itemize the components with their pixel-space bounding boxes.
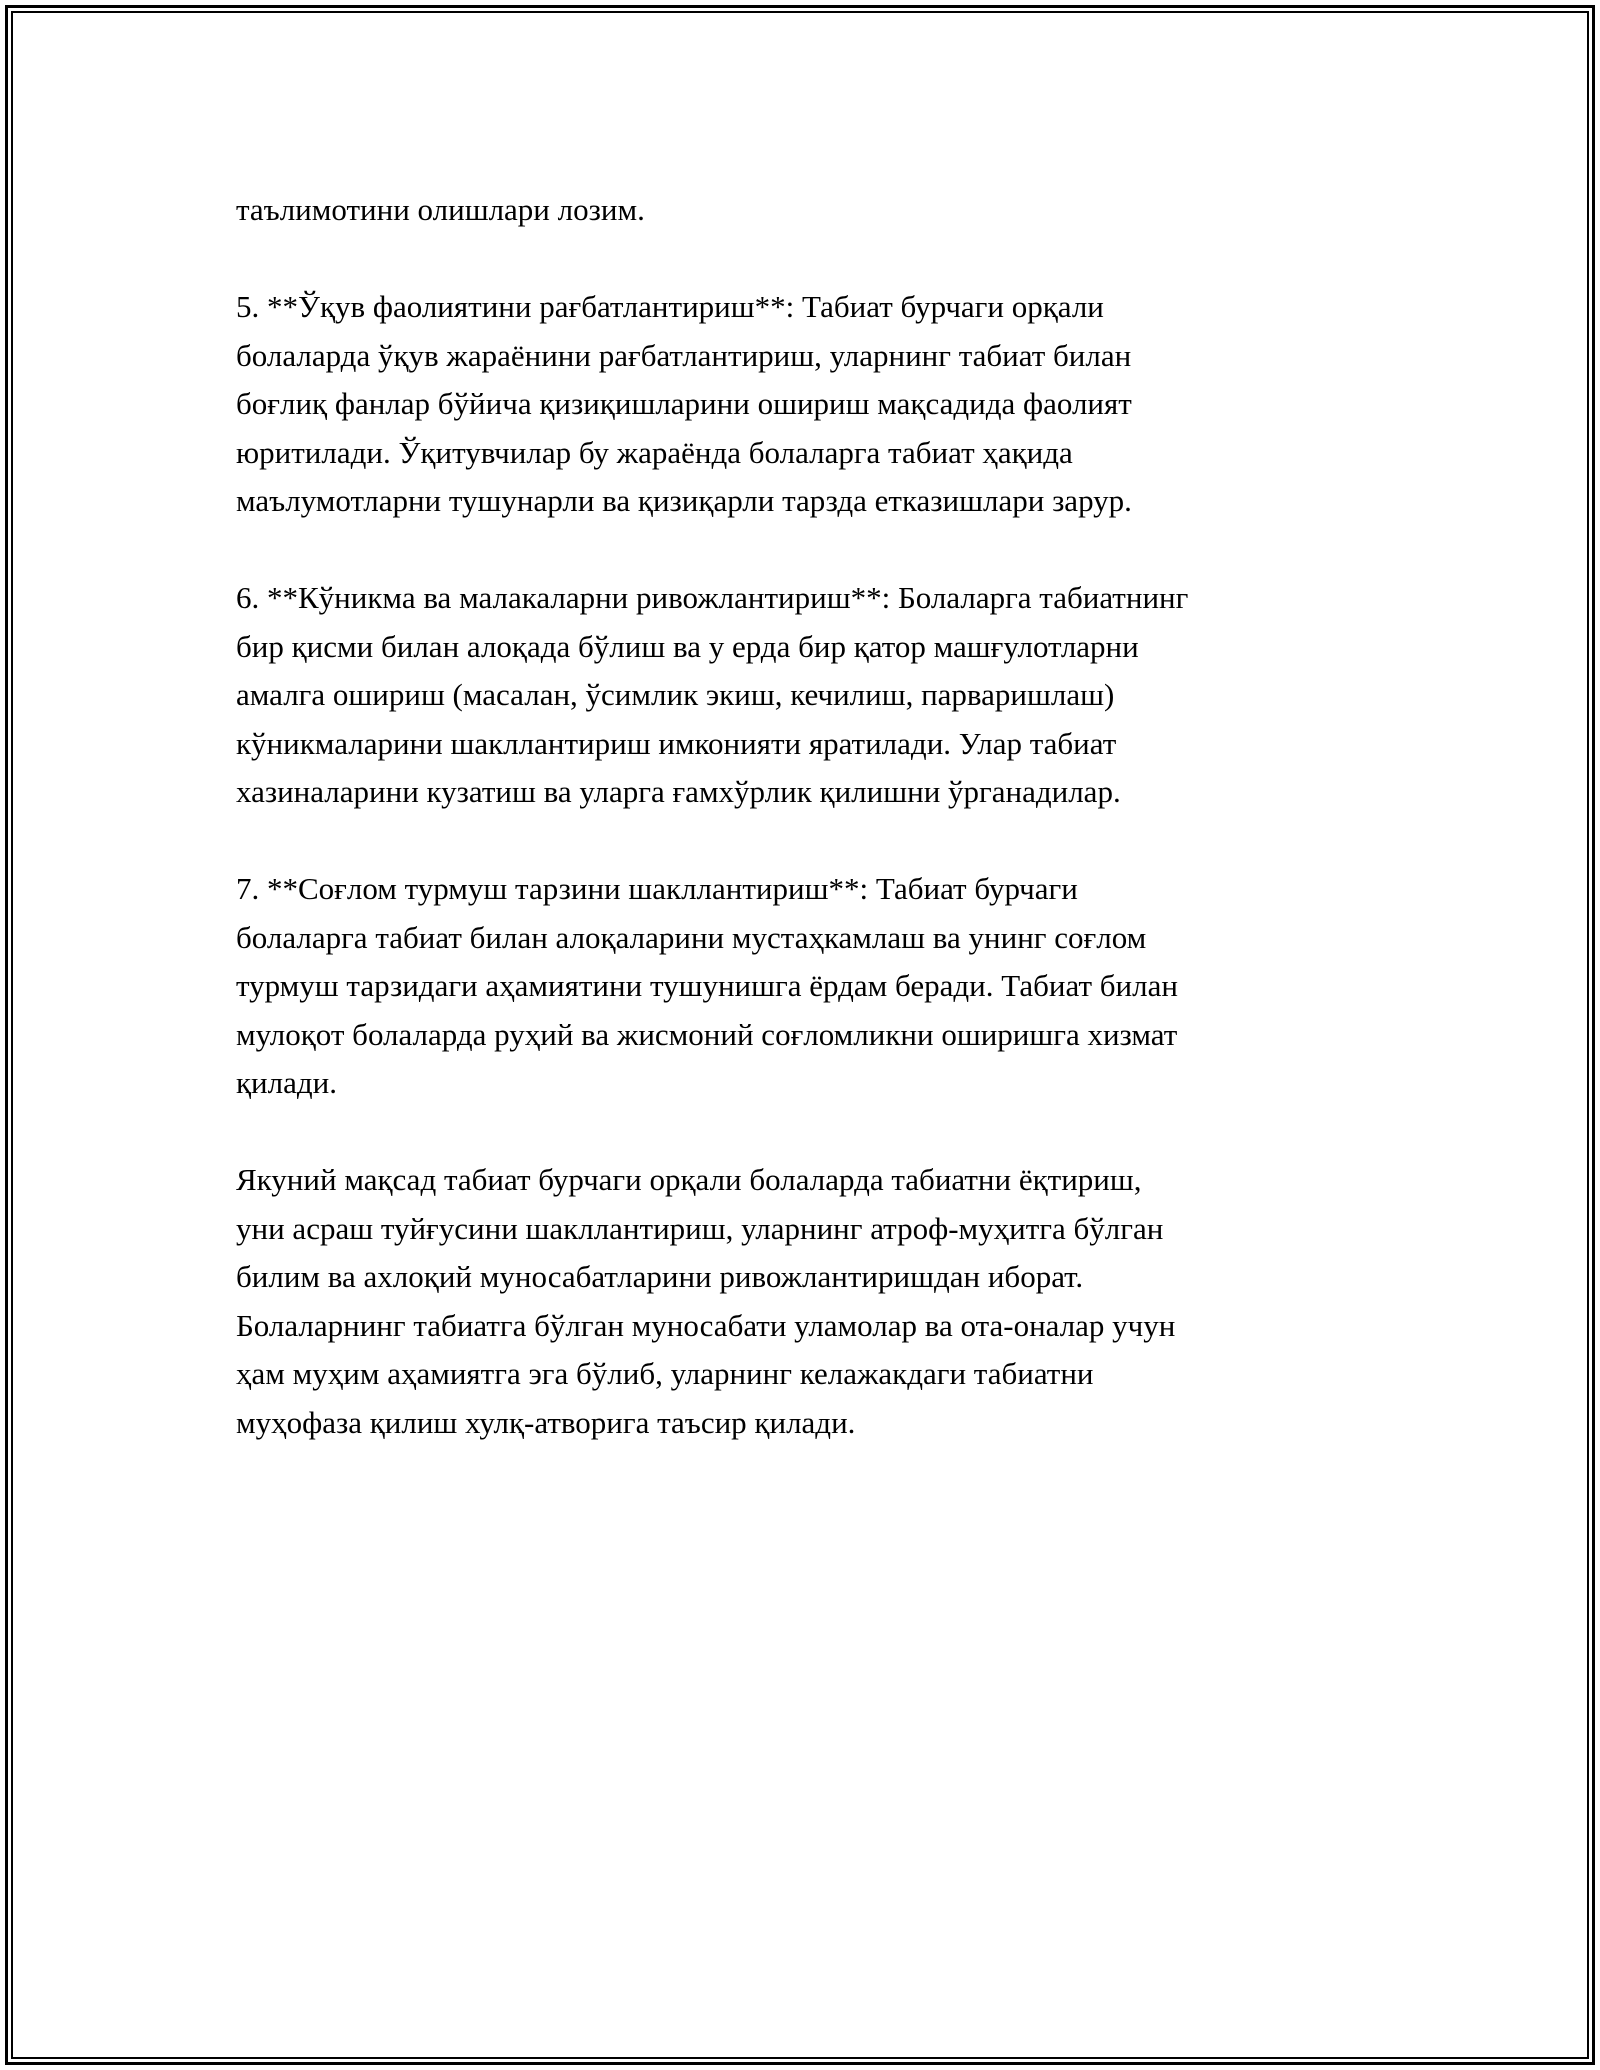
document-body [236,186,1416,1496]
paragraph-item-5: 5. **Ўқув фаолиятини рағбатлантириш**: Табиат бурчаги орқали болаларда ўқув жараёнини рағбатлантириш, уларнинг табиат билан боғлиқ фанлар бўйича қизиқишларини ошириш мақсадида фаолият юритилади. Ўқитувчилар бу жараёнда болаларга табиат ҳақида маълумотларни тушунарли ва қизиқарли тарзда етказишлари зарур. [236,289,1132,518]
paragraph-item-6: 6. **Кўникма ва малакаларни ривожлантириш**: Болаларга табиатнинг бир қисми билан алоқада бўлиш ва у ерда бир қатор машғулотларни амалга ошириш (масалан, ўсимлик экиш, кечилиш, парваришлаш) кўникмаларини шакллантириш имконияти яратилади. Улар табиат хазиналарини кузатиш ва уларга ғамхўрлик қилишни ўрганадилар. [236,580,1189,809]
paragraph-continuation: таълимотини олишлари лозим. [236,192,645,227]
paragraph-conclusion: Якуний мақсад табиат бурчаги орқали болаларда табиатни ёқтириш, уни асраш туйғусини шакллантириш, уларнинг атроф-муҳитга бўлган билим ва ахлоқий муносабатларини ривожлантиришдан иборат. Болаларнинг табиатга бўлган муносабати уламолар ва ота-оналар учун ҳам муҳим аҳамиятга эга бўлиб, уларнинг келажакдаги табиатни муҳофаза қилиш хулқ-атворига таъсир қилади. [236,1162,1176,1440]
paragraph-item-7: 7. **Соғлом турмуш тарзини шакллантириш**: Табиат бурчаги болаларга табиат билан алоқаларини мустаҳкамлаш ва унинг соғлом турмуш тарзидаги аҳамиятини тушунишга ёрдам беради. Табиат билан мулоқот болаларда руҳий ва жисмоний соғломликни оширишга хизмат қилади. [236,871,1178,1100]
